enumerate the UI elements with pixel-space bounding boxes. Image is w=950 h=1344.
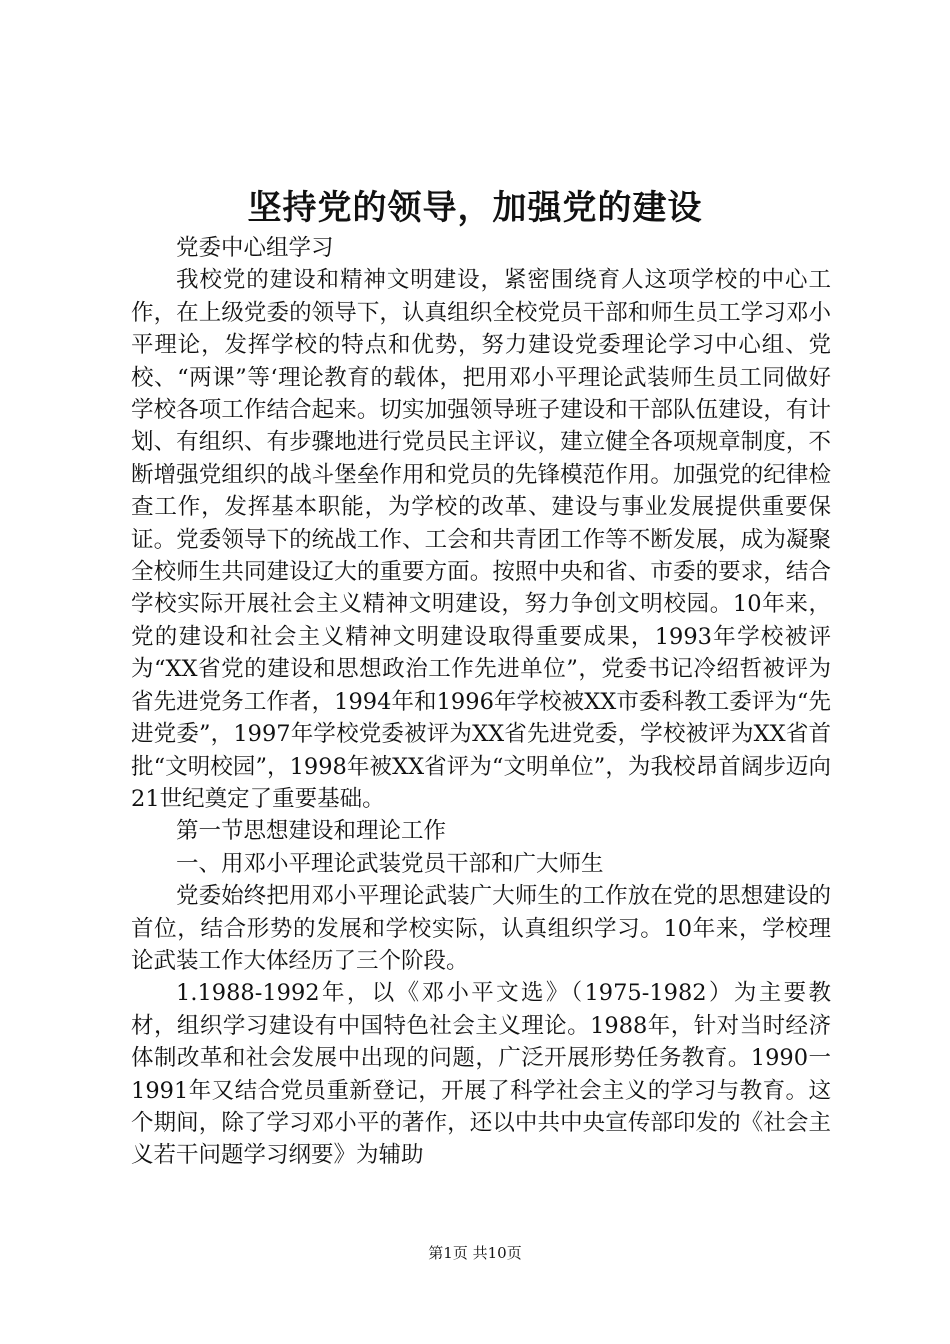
section-heading-chapter-1: 第一节思想建设和理论工作 [176,818,447,845]
page-footer: 第1页 共10页 [428,1244,522,1262]
body-paragraph-intro: 我校党的建设和精神文明建设，紧密围绕育人这项学校的中心工作，在上级党委的领导下，认真组织全校党员干部和师生员工学习邓小平理论，发挥学校的特点和优势，努力建设党委理论学习中心组、党校、“两课”等‘理论教育的载体，把用邓小平理论武装师生员工同做好学校各项工作结合起来。切实加强领导班子建设和干部队伍建设，有计划、有组织、有步骤地进行党员民主评议，建立健全各项规章制度，不断增强党组织的战斗堡垒作用和党员的先锋模范作用。加强党的纪律检查工作，发挥基本职能，为学校的改革、建设与事业发展提供重要保证。党委领导下的统战工作、工会和共青团工作等不断发展，成为凝聚全校师生共同建设辽大的重要方面。按照中央和省、市委的要求，结合学校实际开展社会主义精神文明建设，努力争创文明校园。10年来，党的建设和社会主义精神文明建设取得重要成果，1993年学校被评为“XX省党的建设和思想政治工作先进单位”，党委书记冷绍哲被评为省先进党务工作者，1994年和1996年学校被XX市委科教工委评为“先进党委”，1997年学校党委被评为XX省先进党委，学校被评为XX省首批“文明校园”，1998年被XX省评为“文明单位”，为我校昂首阔步迈向21世纪奠定了重要基础。 [131,267,831,812]
body-paragraph-theory: 党委始终把用邓小平理论武装广大师生的工作放在党的思想建设的首位，结合形势的发展和学校实际，认真组织学习。10年来，学校理论武装工作大体经历了三个阶段。 [131,883,831,974]
document-body [131,232,831,1172]
body-paragraph-stage-1: 1.1988-1992年，以《邓小平文选》（1975-1982）为主要教材，组织学习建设有中国特色社会主义理论。1988年，针对当时经济体制改革和社会发展中出现的问题，广泛开展形势任务教育。1990一1991年又结合党员重新登记，开展了科学社会主义的学习与教育。这个期间，除了学习邓小平的著作，还以中共中央宣传部印发的《社会主义若干问题学习纲要》为辅助 [131,980,831,1169]
section-heading-study-group: 党委中心组学习 [176,235,334,261]
document-title: 坚持党的领导，加强党的建设 [247,188,703,228]
section-heading-subsection-1: 一、用邓小平理论武装党员干部和广大师生 [176,850,604,877]
